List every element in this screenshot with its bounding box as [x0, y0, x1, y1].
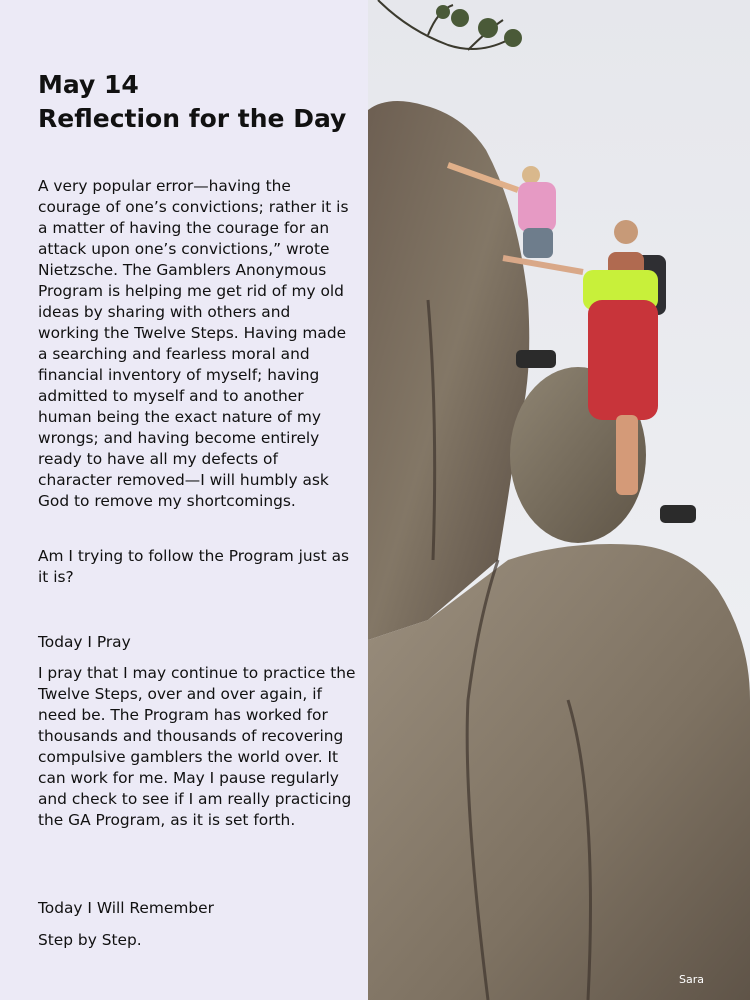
photo-illustration [368, 0, 750, 1000]
remember-heading: Today I Will Remember [38, 899, 214, 917]
photo-credit: Sara [679, 973, 704, 986]
reflection-heading: Reflection for the Day [38, 104, 347, 133]
pray-paragraph: I pray that I may continue to practice the Twelve Steps, over and over again, if need be. The Program has worked for thousands and thousands of recovering compulsive gamblers the world over. It can work for me. May I pause regularly and check to see if I am really practicing the GA Program, as it is set forth. [38, 664, 356, 829]
reflection-paragraph: A very popular error—having the courage of one’s convictions; rather it is a matter of having the courage for an attack upon one’s convictions,” wrote Nietzsche. The Gamblers Anonymous Program is helping me get rid of my old ideas by sharing with others and working the Twelve Steps. Having made a searching and fearless moral and financial inventory of myself; having admitted to myself and to another human being the exact nature of my wrongs; and having become entirely ready to have all my defects of character removed—I will humbly ask God to remove my shortcomings. [38, 177, 349, 510]
page-title [38, 68, 358, 136]
reflection-question: Am I trying to follow the Program just as it is? [38, 547, 350, 586]
rock-climbing-photo [368, 0, 750, 1000]
text-panel [0, 0, 368, 1000]
date-heading: May 14 [38, 70, 139, 99]
remember-text: Step by Step. [38, 931, 142, 949]
pray-heading: Today I Pray [38, 633, 131, 651]
